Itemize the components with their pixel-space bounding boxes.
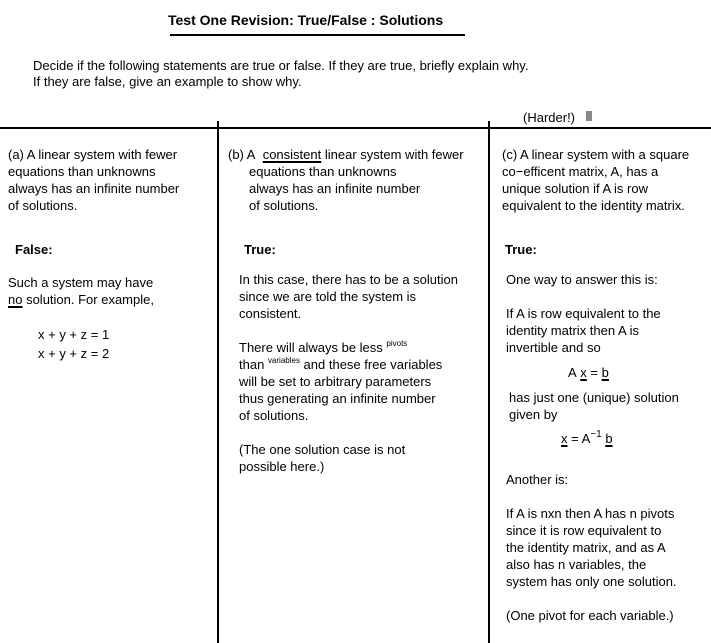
explanation-c-line-7: since it is row equivalent to xyxy=(506,523,662,538)
column-divider-1 xyxy=(217,121,219,643)
explanation-c-line-9: also has n variables, the xyxy=(506,557,647,572)
instructions-line-1: Decide if the following statements are true or false. If they are true, briefly explain why. xyxy=(33,58,529,73)
equation-ax-b xyxy=(568,364,609,381)
eq1-equals: = xyxy=(590,365,599,380)
statement-b-line-3: always has an infinite number xyxy=(249,181,421,196)
explanation-c-line-5: given by xyxy=(509,407,558,422)
explanation-c-line-8: the identity matrix, and as A xyxy=(506,540,666,555)
verdict-c: True: xyxy=(505,242,537,257)
statement-a-line-4: of solutions. xyxy=(8,198,78,213)
statement-a-line-3: always has an infinite number xyxy=(8,181,180,196)
emphasis-no: no xyxy=(8,292,23,307)
eq2-exponent: −1 xyxy=(590,429,602,440)
eq2-equals-a: = A xyxy=(571,431,591,446)
statement-b-line-4: of solutions. xyxy=(249,198,319,213)
explanation-b-line-2: since we are told the system is xyxy=(239,289,417,304)
instructions-line-2: If they are false, give an example to show why. xyxy=(33,74,302,89)
statement-c-line-2: co−efficent matrix, A, has a xyxy=(502,164,659,179)
explanation-c-line-1: If A is row equivalent to the xyxy=(506,306,661,321)
explanation-b-line-7: thus generating an infinite number xyxy=(239,391,436,406)
emphasis-consistent: consistent xyxy=(262,147,322,162)
statement-c-line-3: unique solution if A is row xyxy=(502,181,648,196)
eq2-vector-x: x xyxy=(561,431,568,446)
explanation-c-line-3: invertible and so xyxy=(506,340,601,355)
pivots-text: There will always be less xyxy=(239,340,387,355)
explanation-a-line-2 xyxy=(8,291,154,308)
explanation-a-line-2-rest: solution. For example, xyxy=(22,292,154,307)
statement-b-line-1 xyxy=(228,146,464,163)
explanation-c-another: Another is: xyxy=(506,472,569,487)
variables-small: variables xyxy=(267,356,300,365)
statement-a-line-1: (a) A linear system with fewer xyxy=(8,147,178,162)
explanation-c-intro: One way to answer this is: xyxy=(506,272,658,287)
title-underline xyxy=(170,34,465,36)
example-equation-1: x + y + z = 1 xyxy=(38,327,110,342)
statement-b-prefix: (b) A xyxy=(228,147,256,162)
equation-x-ainv-b xyxy=(561,430,613,449)
explanation-b-line-6: will be set to arbitrary parameters xyxy=(239,374,432,389)
free-variables-text: and these free variables xyxy=(299,357,443,372)
statement-b-suffix: linear system with fewer xyxy=(321,147,464,162)
eq2-vector-b: b xyxy=(605,431,613,446)
explanation-a-line-1: Such a system may have xyxy=(8,275,154,290)
statement-c-line-4: equivalent to the identity matrix. xyxy=(502,198,685,213)
explanation-b-line-8: of solutions. xyxy=(239,408,309,423)
pivots-small: pivots xyxy=(386,339,408,348)
note-c: (One pivot for each variable.) xyxy=(506,608,674,623)
than-text: than xyxy=(239,357,268,372)
page-title: Test One Revision: True/False : Solutions xyxy=(168,12,444,28)
note-b-line-2: possible here.) xyxy=(239,459,325,474)
explanation-c-line-4: has just one (unique) solution xyxy=(509,390,679,405)
statement-a-line-2: equations than unknowns xyxy=(8,164,156,179)
harder-marker xyxy=(586,111,592,121)
explanation-c-line-6: If A is nxn then A has n pivots xyxy=(506,506,675,521)
note-b-line-1: (The one solution case is not xyxy=(239,442,406,457)
example-equation-2: x + y + z = 2 xyxy=(38,346,110,361)
column-divider-2 xyxy=(488,121,490,643)
verdict-a: False: xyxy=(15,242,53,257)
explanation-c-line-10: system has only one solution. xyxy=(506,574,677,589)
statement-c-line-1: (c) A linear system with a square xyxy=(502,147,690,162)
eq1-vector-x: x xyxy=(580,365,587,380)
explanation-b-line-1: In this case, there has to be a solution xyxy=(239,272,458,287)
verdict-b: True: xyxy=(244,242,276,257)
statement-b-line-2: equations than unknowns xyxy=(249,164,397,179)
explanation-b-line-3: consistent. xyxy=(239,306,302,321)
eq1-matrix: A xyxy=(568,365,577,380)
harder-label: (Harder!) xyxy=(523,110,576,125)
header-divider xyxy=(0,127,711,129)
eq1-vector-b: b xyxy=(601,365,609,380)
explanation-c-line-2: identity matrix then A is xyxy=(506,323,639,338)
